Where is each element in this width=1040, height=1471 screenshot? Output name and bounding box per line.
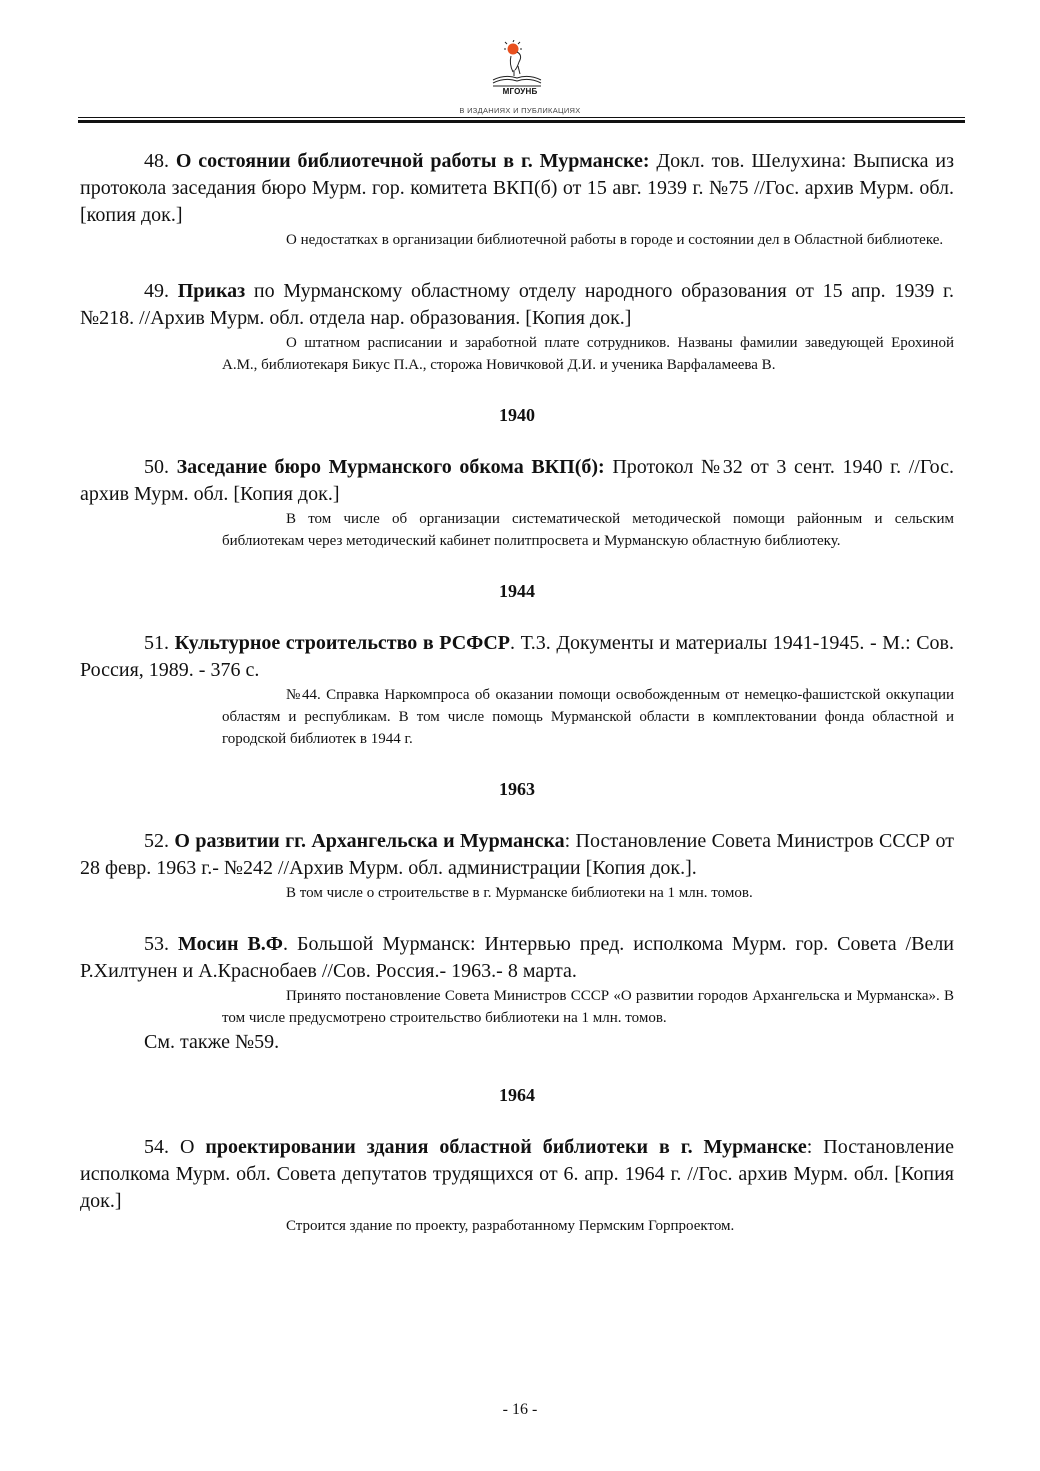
year-heading: 1964 bbox=[499, 1085, 535, 1105]
entry-text: Докл. тов. Шелухина: Выписка из протокола заседания бюро Мурм. гор. комитета ВКП(б) от 15 авг. 1939 г. №75 //Гос. архив Мурм. обл. [копия док.] bbox=[80, 150, 954, 226]
bibliography-entry bbox=[80, 148, 954, 251]
entry-citation bbox=[80, 278, 954, 332]
entry-number: 53. bbox=[144, 933, 169, 955]
bibliography-entry bbox=[80, 931, 954, 1056]
entry-citation bbox=[80, 148, 954, 229]
bibliography-entry bbox=[80, 278, 954, 376]
entry-citation bbox=[80, 630, 954, 684]
logo-name: МГОУНБ bbox=[502, 87, 538, 96]
entry-text: . Большой Мурманск: Интервью пред. исполкома Мурм. гор. Совета /Вели Р.Хилтунен и А.Краснобаев //Сов. Россия.- 1963.- 8 марта. bbox=[80, 933, 955, 982]
entry-number: 50. bbox=[144, 456, 169, 478]
bibliography-entry bbox=[80, 454, 954, 552]
entry-title: О развитии гг. Архангельска и Мурманска bbox=[174, 830, 565, 852]
entry-citation bbox=[80, 454, 954, 508]
document-body bbox=[80, 148, 954, 1237]
entry-title: Культурное строительство в РСФСР bbox=[174, 632, 510, 654]
entry-text: Протокол №32 от 3 сент. 1940 г. //Гос. архив Мурм. обл. [Копия док.] bbox=[80, 456, 954, 505]
entry-title: Заседание бюро Мурманского обкома ВКП(б): bbox=[176, 456, 605, 478]
entry-annotation: О штатном расписании и заработной плате сотрудников. Названы фамилии заведующей Ерохиной А.М., библиотекаря Бикус П.А., сторожа Новичковой Д.И. и ученика Варфаламеева В. bbox=[222, 335, 954, 373]
entry-title: О состоянии библиотечной работы в г. Мурманске: bbox=[175, 150, 650, 172]
entry-text: по Мурманскому областному отделу народного образования от 15 апр. 1939 г. №218. //Архив Мурм. обл. отдела нар. образования. [Копия док.] bbox=[80, 280, 955, 329]
year-heading: 1963 bbox=[499, 779, 535, 799]
year-heading: 1940 bbox=[499, 405, 535, 425]
entry-annotation: №44. Справка Наркомпроса об оказании помощи освобожденным от немецко-фашистской оккупации областям и республикам. В том числе помощь Мурманской области в комплектовании фонда областной и городской библиотек в 1944 г. bbox=[222, 687, 954, 747]
header-rule-thin bbox=[78, 117, 965, 118]
entry-text: : Постановление исполкома Мурм. обл. Совета депутатов трудящихся от 6. апр. 1964 г. //Гос. архив Мурм. обл. [Копия док.] bbox=[80, 1136, 955, 1212]
entry-citation bbox=[80, 1134, 954, 1215]
entry-annotation: В том числе об организации систематической методической помощи районным и сельским библиотекам через методический кабинет политпросвета и Мурманскую областную библиотеку. bbox=[222, 511, 954, 549]
entry-annotation: В том числе о строительстве в г. Мурманске библиотеки на 1 млн. томов. bbox=[286, 885, 753, 901]
bibliography-entry bbox=[80, 1134, 954, 1237]
header-rule-thick bbox=[78, 120, 965, 123]
entry-number: 48. bbox=[144, 150, 169, 172]
entry-citation bbox=[80, 931, 954, 985]
entry-number: 52. bbox=[144, 830, 169, 852]
page-header bbox=[0, 0, 1040, 125]
entry-text: . Т.3. Документы и материалы 1941-1945. - М.: Сов. Россия, 1989. - 376 с. bbox=[80, 632, 954, 681]
entry-annotation: Принято постановление Совета Министров СССР «О развитии городов Архангельска и Мурманска». В том числе предусмотрено строительство библиотеки на 1 млн. томов. bbox=[222, 988, 954, 1026]
entry-title: проектировании здания областной библиотеки в г. Мурманске bbox=[205, 1136, 807, 1158]
entry-annotation: О недостатках в организации библиотечной работы в городе и состоянии дел в Областной библиотеке. bbox=[286, 232, 944, 248]
entry-annotation: Строится здание по проекту, разработанному Пермским Горпроектом. bbox=[286, 1218, 735, 1234]
bibliography-entry bbox=[80, 828, 954, 904]
entry-title: Мосин В.Ф bbox=[177, 933, 283, 955]
entry-title-prefix: О bbox=[179, 1136, 206, 1158]
library-logo-icon bbox=[487, 40, 547, 90]
entry-text: : Постановление Совета Министров СССР от 28 февр. 1963 г.- №242 //Архив Мурм. обл. администрации [Копия док.]. bbox=[80, 830, 955, 879]
see-also-reference: См. также №59. bbox=[144, 1031, 280, 1053]
page-number: - 16 - bbox=[502, 1401, 538, 1418]
entry-number: 54. bbox=[144, 1136, 169, 1158]
header-subtitle: В ИЗДАНИЯХ И ПУБЛИКАЦИЯХ bbox=[459, 106, 581, 115]
entry-number: 49. bbox=[144, 280, 169, 302]
entry-title: Приказ bbox=[177, 280, 246, 302]
bibliography-entry bbox=[80, 630, 954, 750]
year-heading: 1944 bbox=[499, 581, 535, 601]
entry-citation bbox=[80, 828, 954, 882]
entry-number: 51. bbox=[144, 632, 169, 654]
